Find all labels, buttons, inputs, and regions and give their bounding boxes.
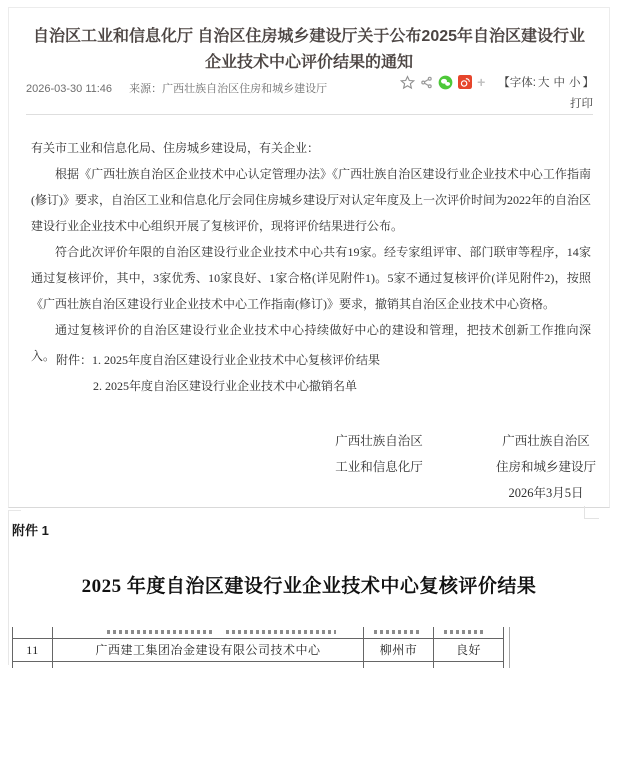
- doc-page-right-edge: [509, 627, 510, 668]
- row11-no-cell: 11: [26, 643, 39, 657]
- doc-page-corner-topleft: [8, 510, 21, 511]
- signature-left-line1: 广西壮族自治区: [335, 434, 423, 448]
- attachment-doc-label: 附件 1: [12, 523, 49, 538]
- weibo-icon[interactable]: [458, 75, 472, 89]
- results-table-fragment: [12, 627, 512, 668]
- paragraph-salutation: 有关市工业和信息化局、住房城乡建设局，有关企业：: [31, 141, 320, 155]
- attachments-block: [56, 347, 380, 399]
- article-card: [8, 7, 610, 508]
- signature-right-line1: 广西壮族自治区: [502, 434, 590, 448]
- favorite-star-icon[interactable]: [400, 75, 415, 90]
- signature-right-line2: 住房和城乡建设厅: [495, 460, 596, 474]
- paragraph-results: 符合此次评价年限的自治区建设行业企业技术中心共有19家。经专家组评审、部门联审等程序，14家通过复核评价，其中，3家优秀、10家良好、1家合格(详见附件1)。5家不通过复核评价(详见附件2)，按照《广西壮族自治区建设行业企业技术中心工作指南(修订)》要求，撤销其自治区企业技术中心资格。: [31, 245, 591, 311]
- row11-city-cell: 柳州市: [379, 643, 418, 657]
- publish-datetime: 2026-03-30 11:46: [26, 83, 113, 95]
- header-divider: [26, 114, 593, 115]
- clipped-row-fragment: [107, 630, 212, 634]
- font-size-control: [498, 74, 594, 90]
- attachment-link-1[interactable]: 1. 2025年度自治区建设行业企业技术中心复核评价结果: [92, 353, 381, 367]
- doc-page-corner-topright-h: [584, 518, 599, 519]
- font-size-medium[interactable]: 中: [553, 77, 565, 89]
- attachments-label: 附件：: [56, 353, 93, 367]
- paragraph-basis: 根据《广西壮族自治区企业技术中心认定管理办法》《广西壮族自治区建设行业企业技术中心工作指南(修订)》要求，自治区工业和信息化厅会同住房城乡建设厅对认定年度及上一次评价时间为2022年的自治区建设行业企业技术中心组织开展了复核评价，现将评价结果进行公布。: [31, 167, 591, 233]
- clipped-row-fragment: [444, 630, 486, 634]
- signature-right: [481, 428, 611, 506]
- font-size-small[interactable]: 小: [569, 77, 581, 89]
- paragraph-requirement: 通过复核评价的自治区建设行业企业技术中心持续做好中心的建设和管理，把技术创新工作推向深入。: [31, 323, 591, 363]
- article-body: [31, 135, 591, 369]
- source-text: 来源：广西壮族自治区住房和城乡建设厅: [129, 83, 328, 95]
- font-label-prefix: 【字体:: [498, 77, 536, 89]
- table-border: [12, 661, 504, 662]
- clipped-row-fragment: [226, 630, 336, 634]
- signature-date: 2026年3月5日: [508, 486, 584, 500]
- font-label-suffix: 】: [582, 77, 594, 89]
- attachment-link-2[interactable]: 2. 2025年度自治区建设行业企业技术中心撤销名单: [93, 379, 358, 393]
- print-button[interactable]: 打印: [570, 98, 593, 110]
- share-toolbar: [400, 74, 594, 90]
- attachment-line-2: [93, 373, 380, 399]
- attachment-line-1: [56, 347, 380, 373]
- row11-name-cell: 广西建工集团冶金建设有限公司技术中心: [95, 643, 321, 657]
- signature-left: [314, 428, 444, 480]
- wechat-icon[interactable]: [438, 75, 453, 90]
- more-share-icon[interactable]: +: [477, 74, 486, 90]
- page-title: 自治区工业和信息化厅 自治区住房城乡建设厅关于公布2025年自治区建设行业企业技术中心评价结果的通知: [32, 28, 586, 71]
- attachment-doc-title: 2025 年度自治区建设行业企业技术中心复核评价结果: [81, 576, 537, 597]
- article-meta: [26, 80, 327, 96]
- clipped-row-fragment: [374, 630, 420, 634]
- row11-result-cell: 良好: [455, 643, 481, 657]
- font-size-large[interactable]: 大: [538, 77, 550, 89]
- share-icon[interactable]: [420, 76, 433, 89]
- signature-left-line2: 工业和信息化厅: [335, 460, 423, 474]
